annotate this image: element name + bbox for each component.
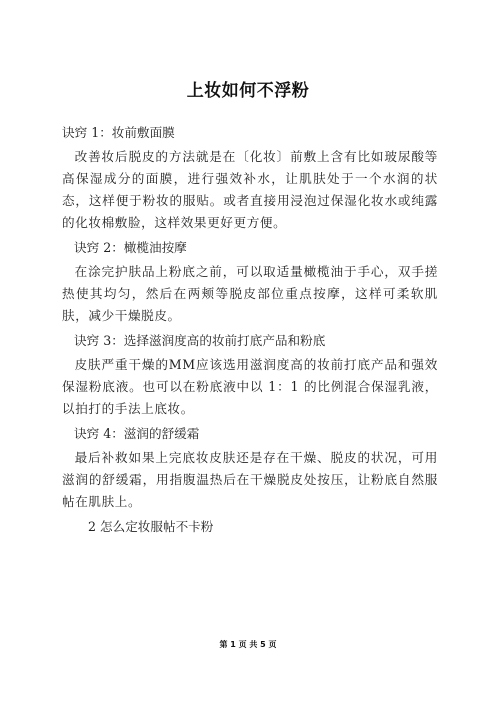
section-heading-2: 诀窍 2：橄榄油按摩 [74,240,187,255]
section-paragraph-2: 在涂完护肤品上粉底之前，可以取适量橄榄油于手心，双手搓热使其均匀，然后在两颊等脱皮部位重点按摩，这样可柔软肌肤，减少干燥脱皮。 [62,264,438,323]
page-number-footer: 第 1 页 共 5 页 [219,640,277,649]
section-heading-1: 诀窍 1：妆前敷面膜 [62,125,175,140]
section-paragraph-4: 最后补救如果上完底妆皮肤还是存在干燥、脱皮的状况，可用滋润的舒缓霜，用指腹温热后在干燥脱皮处按压，让粉底自然服帖在肌肤上。 [62,450,438,509]
section-paragraph-1: 改善妆后脱皮的方法就是在〔化妆〕前敷上含有比如玻尿酸等高保湿成分的面膜，进行强效补水，让肌肤处于一个水润的状态，这样便于粉妆的服贴。或者直接用浸泡过保湿化妆水或纯露的化妆棉敷脸，这样效果更好更方便。 [62,149,438,230]
section-heading-4: 诀窍 4：滋润的舒缓霜 [74,426,200,441]
section-heading-3: 诀窍 3：选择滋润度高的妆前打底产品和粉底 [74,333,326,348]
section-paragraph-3: 皮肤严重干燥的MM应该选用滋润度高的妆前打底产品和强效保湿粉底液。也可以在粉底液中以 1：1 的比例混合保湿乳液，以拍打的手法上底妆。 [62,357,438,416]
page-title: 上妆如何不浮粉 [186,81,310,101]
document-body [62,122,438,538]
closing-line: 2 怎么定妆服帖不卡粉 [88,519,214,534]
